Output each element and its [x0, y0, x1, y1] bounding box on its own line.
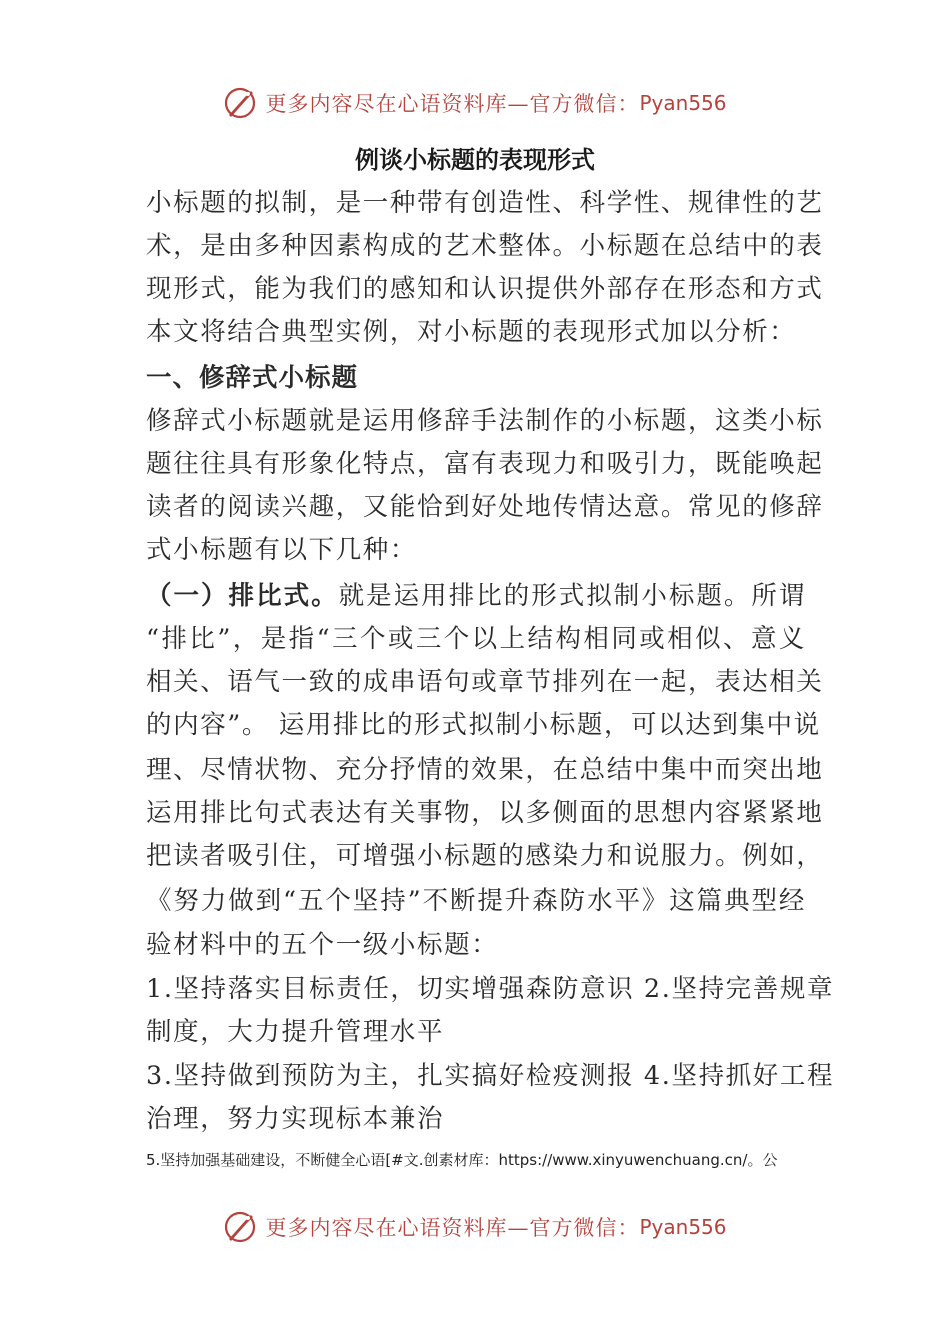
paragraph-line: 现形式，能为我们的感知和认识提供外部存在形态和方式	[146, 274, 824, 304]
watermark-wechat-id: Pyan556	[639, 91, 727, 115]
paragraph-line: 本文将结合典型实例，对小标题的表现形式加以分析：	[146, 317, 797, 347]
footer-watermark	[0, 1207, 950, 1247]
paragraph-line: 术，是由多种因素构成的艺术整体。小标题在总结中的表	[146, 231, 824, 261]
pen-nib-icon	[223, 85, 259, 121]
list-line: 制度，大力提升管理水平	[146, 1017, 445, 1047]
paragraph-line: 把读者吸引住，可增强小标题的感染力和说服力。例如，	[146, 841, 824, 871]
paragraph-line: 的内容”。 运用排比的形式拟制小标题，可以达到集中说	[146, 710, 821, 740]
list-line: 治理，努力实现标本兼治	[146, 1104, 445, 1134]
paragraph-line: 验材料中的五个一级小标题：	[146, 930, 499, 960]
paragraph-line: “排比”，是指“三个或三个以上结构相同或相似、意义	[146, 624, 806, 654]
subsection-label: （一）排比式。	[146, 581, 339, 611]
subsection-first-line	[146, 576, 806, 616]
paragraph-line: 式小标题有以下几种：	[146, 535, 418, 565]
paragraph-line: 《努力做到“五个坚持”不断提升森防水平》这篇典型经	[146, 886, 806, 916]
paragraph-line: 读者的阅读兴趣，又能恰到好处地传情达意。常见的修辞	[146, 492, 824, 522]
list-line: 1.坚持落实目标责任，切实增强森防意识 2.坚持完善规章	[146, 974, 835, 1004]
section-heading: 一、修辞式小标题	[146, 363, 359, 393]
pen-nib-icon	[223, 1209, 259, 1245]
paragraph-line: 小标题的拟制，是一种带有创造性、科学性、规律性的艺	[146, 188, 824, 218]
paragraph-line: 修辞式小标题就是运用修辞手法制作的小标题，这类小标	[146, 406, 824, 436]
paragraph-line: 题往往具有形象化特点，富有表现力和吸引力，既能唤起	[146, 449, 824, 479]
watermark-text: 更多内容尽在心语资料库—官方微信：	[265, 92, 640, 116]
list-line-small: 5.坚持加强基础建设，不断健全心语[#文.创素材库：https://www.xinyuwenchuang.cn/。公	[146, 1151, 778, 1169]
list-line: 3.坚持做到预防为主，扎实搞好检疫测报 4.坚持抓好工程	[146, 1061, 835, 1091]
paragraph-line: 运用排比句式表达有关事物，以多侧面的思想内容紧紧地	[146, 798, 824, 828]
document-title: 例谈小标题的表现形式	[355, 146, 595, 174]
header-watermark	[0, 83, 950, 123]
watermark-wechat-id: Pyan556	[639, 1215, 727, 1239]
watermark-text: 更多内容尽在心语资料库—官方微信：	[265, 1216, 640, 1240]
paragraph-line: 相关、语气一致的成串语句或章节排列在一起，表达相关	[146, 667, 824, 697]
paragraph-line: 理、尽情状物、充分抒情的效果，在总结中集中而突出地	[146, 755, 824, 785]
subsection-first-text: 就是运用排比的形式拟制小标题。所谓	[338, 581, 806, 611]
